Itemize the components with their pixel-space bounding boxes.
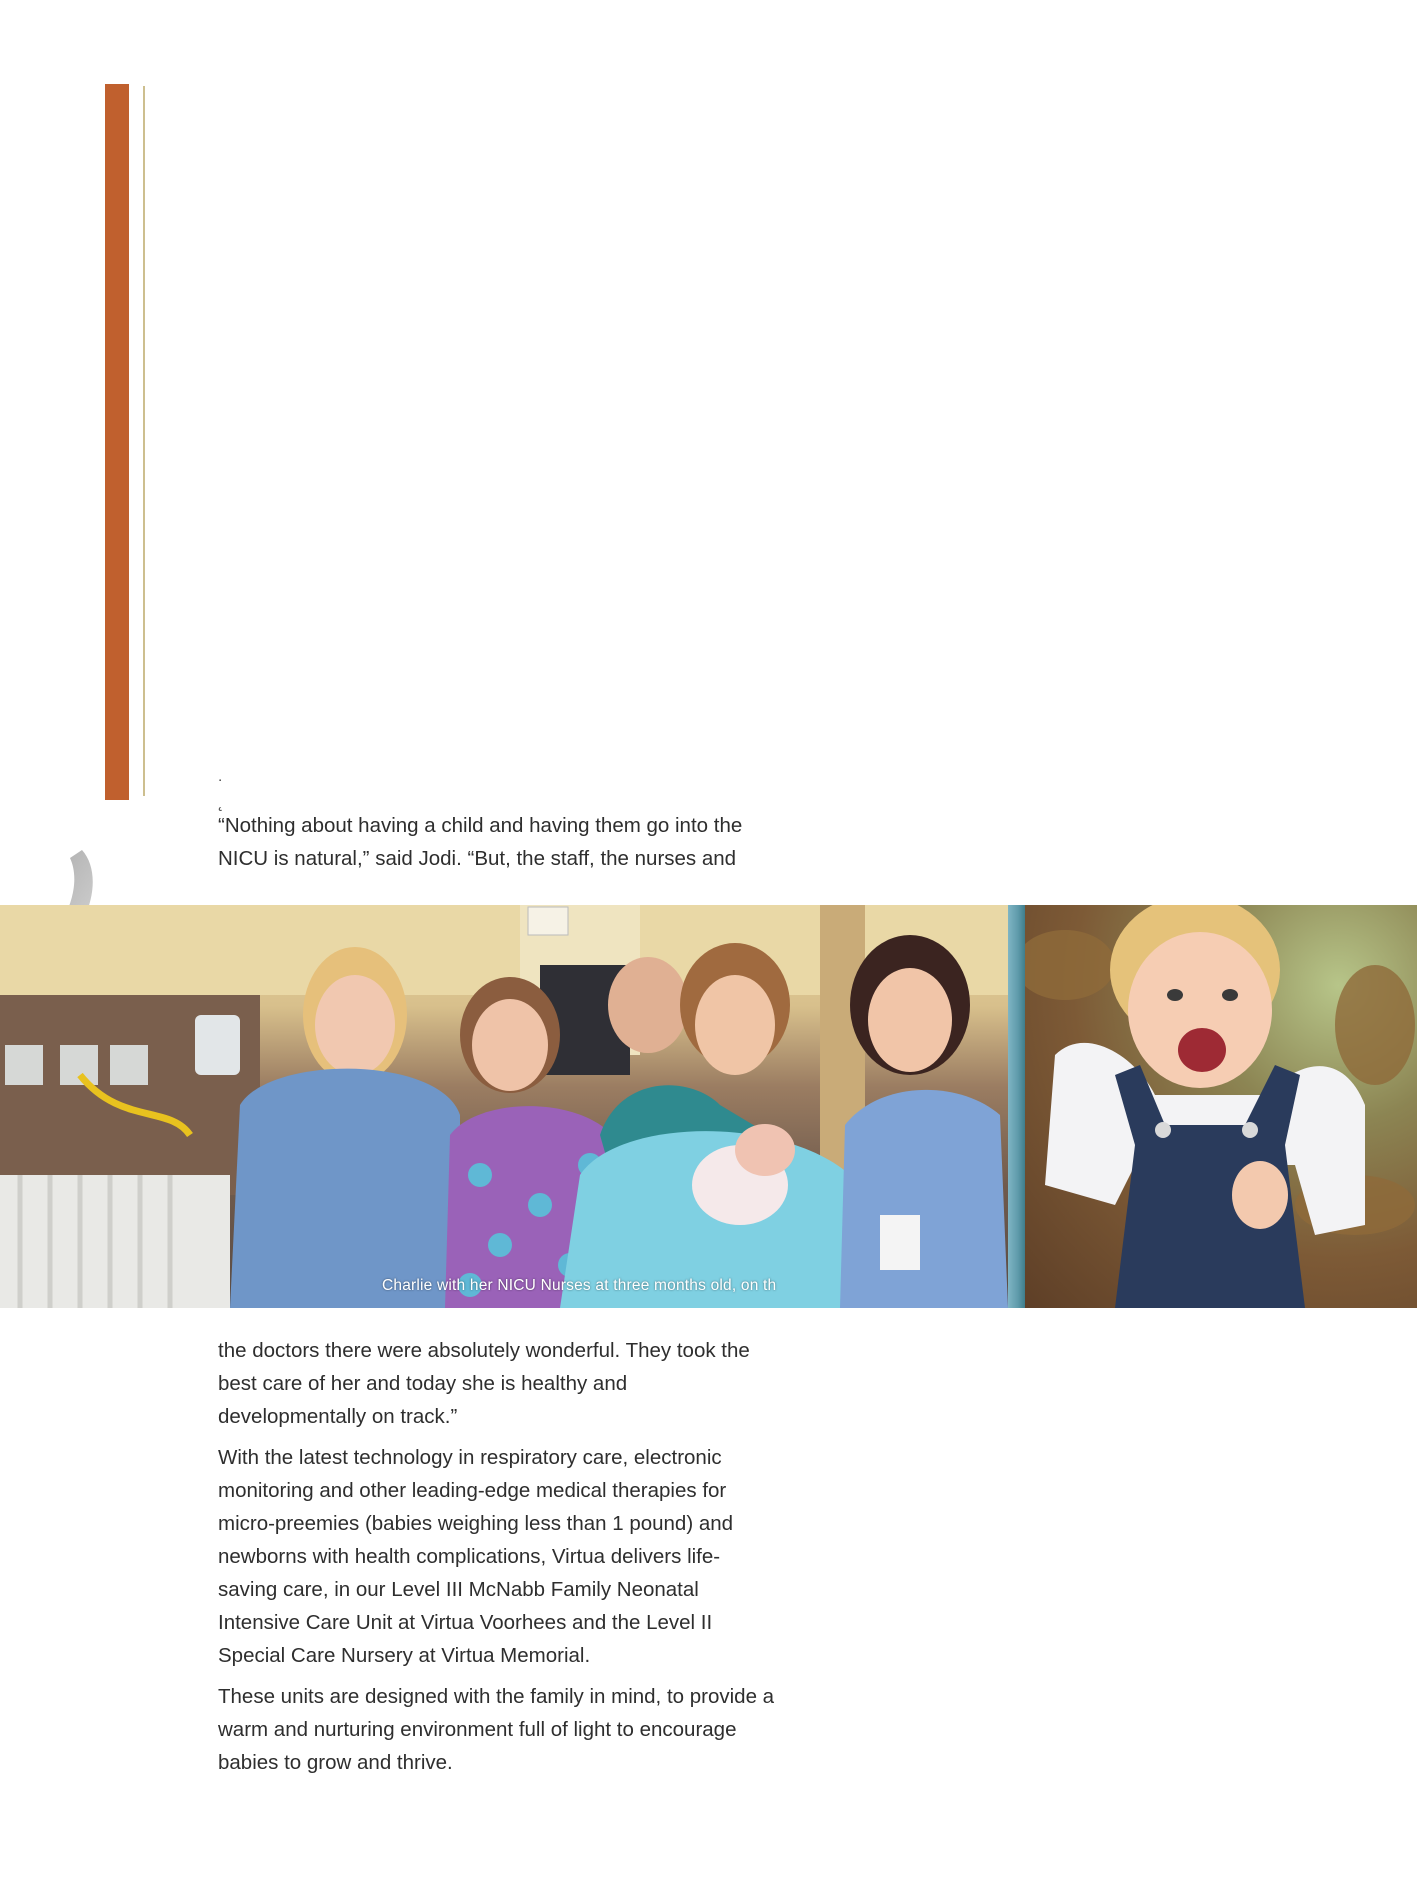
article-body-top [218, 809, 778, 883]
photo-divider [1008, 905, 1025, 1308]
toddler-illustration [1025, 905, 1417, 1308]
toddler-photo [1025, 905, 1417, 1308]
paragraph: With the latest technology in respiratory care, electronic monitoring and other leading-edge medical therapies for micro-preemies (babies weighing less than 1 pound) and newborns with health complications, Virtua delivers life-saving care, in our Level III McNabb Family Neonatal Intensive Care Unit at Virtua Voorhees and the Level II Special Care Nursery at Virtua Memorial. [218, 1446, 734, 1667]
accent-bar [105, 84, 129, 800]
nurses-illustration [0, 905, 1008, 1308]
paragraph: These units are designed with the family in mind, to provide a warm and nurturing environment full of light to encourage babies to grow and thrive. [218, 1685, 775, 1774]
nicu-nurses-photo [0, 905, 1008, 1308]
paragraph: “Nothing about having a child and having them go into the NICU is natural,” said Jodi. “But, the staff, the nurses and [218, 814, 743, 870]
article-body-bottom [218, 1334, 778, 1787]
photo-caption: Charlie with her NICU Nurses at three months old, on th [382, 1277, 777, 1294]
cut-off-text: ˙ ˛ [218, 777, 232, 811]
photo-strip [0, 905, 1417, 1308]
paragraph: the doctors there were absolutely wonderful. They took the best care of her and today she is healthy and developmentally on track.” [218, 1339, 750, 1428]
accent-line [143, 86, 145, 796]
